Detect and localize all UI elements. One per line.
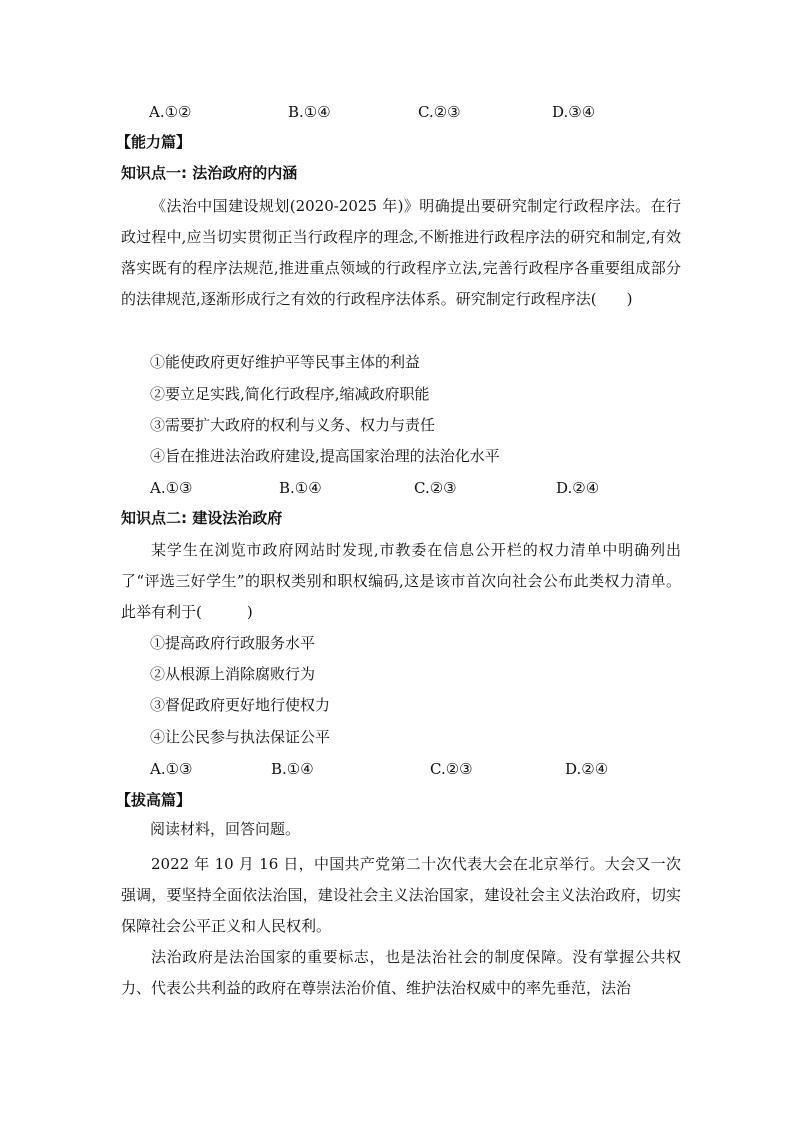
kp1-item-2: ②要立足实践,简化行政程序,缩减政府职能	[150, 385, 430, 403]
kp1-option-b: B.①④	[279, 479, 322, 497]
kp2-option-b: B.①④	[271, 760, 314, 778]
kp1-title: 知识点一: 法治政府的内涵	[121, 164, 298, 182]
kp1-item-1: ①能使政府更好维护平等民事主体的利益	[150, 353, 421, 371]
kp2-option-a: A.①③	[150, 760, 193, 778]
kp1-option-c: C.②③	[414, 479, 457, 497]
kp1-option-d: D.②④	[556, 479, 600, 497]
advanced-instruction: 阅读材料，回答问题。	[150, 820, 301, 838]
kp1-option-a: A.①③	[150, 479, 193, 497]
kp1-item-3: ③需要扩大政府的权利与义务、权力与责任	[150, 416, 436, 434]
advanced-paragraph-2: 法治政府是法治国家的重要标志，也是法治社会的制度保障。没有掌握公共权力、代表公共利益的政府在尊崇法治价值、维护法治权威中的率先垂范，法治	[121, 948, 681, 997]
kp2-stem: 某学生在浏览市政府网站时发现,市教委在信息公开栏的权力清单中明确列出了“评选三好学生”的职权类别和职权编码,这是该市首次向社会公布此类权力清单。此举有利于( )	[121, 541, 681, 621]
kp2-option-c: C.②③	[430, 760, 473, 778]
section-heading-advanced: 【拔高篇】	[116, 791, 192, 809]
advanced-paragraph-1: 2022 年 10 月 16 日，中国共产党第二十次代表大会在北京举行。大会又一次强调，要坚持全面依法治国，建设社会主义法治国家，建设社会主义法治政府，切实保障社会公平正义和人民权利。	[121, 855, 681, 935]
kp2-item-4: ④让公民参与执法保证公平	[150, 728, 331, 746]
kp2-option-d: D.②④	[565, 760, 609, 778]
kp1-item-4: ④旨在推进法治政府建设,提高国家治理的法治化水平	[150, 447, 500, 465]
prev-option-a: A.①②	[149, 103, 192, 121]
prev-option-c: C.②③	[418, 103, 461, 121]
kp2-item-3: ③督促政府更好地行使权力	[150, 696, 331, 714]
kp2-title: 知识点二: 建设法治政府	[121, 509, 283, 527]
kp1-stem: 《法治中国建设规划(2020-2025 年)》明确提出要研究制定行政程序法。在行政过程中,应当切实贯彻正当行政程序的理念,不断推进行政程序法的研究和制定,有效落实既有的程序法规范,推进重点领域的行政程序立法,完善行政程序各重要组成部分的法律规范,逐渐形成行之有效的行政程序法体系。研究制定行政程序法( )	[121, 197, 681, 308]
kp2-item-1: ①提高政府行政服务水平	[150, 634, 316, 652]
section-heading-ability: 【能力篇】	[116, 133, 192, 151]
kp2-item-2: ②从根源上消除腐败行为	[150, 665, 316, 683]
prev-option-d: D.③④	[552, 103, 596, 121]
prev-option-b: B.①④	[288, 103, 331, 121]
